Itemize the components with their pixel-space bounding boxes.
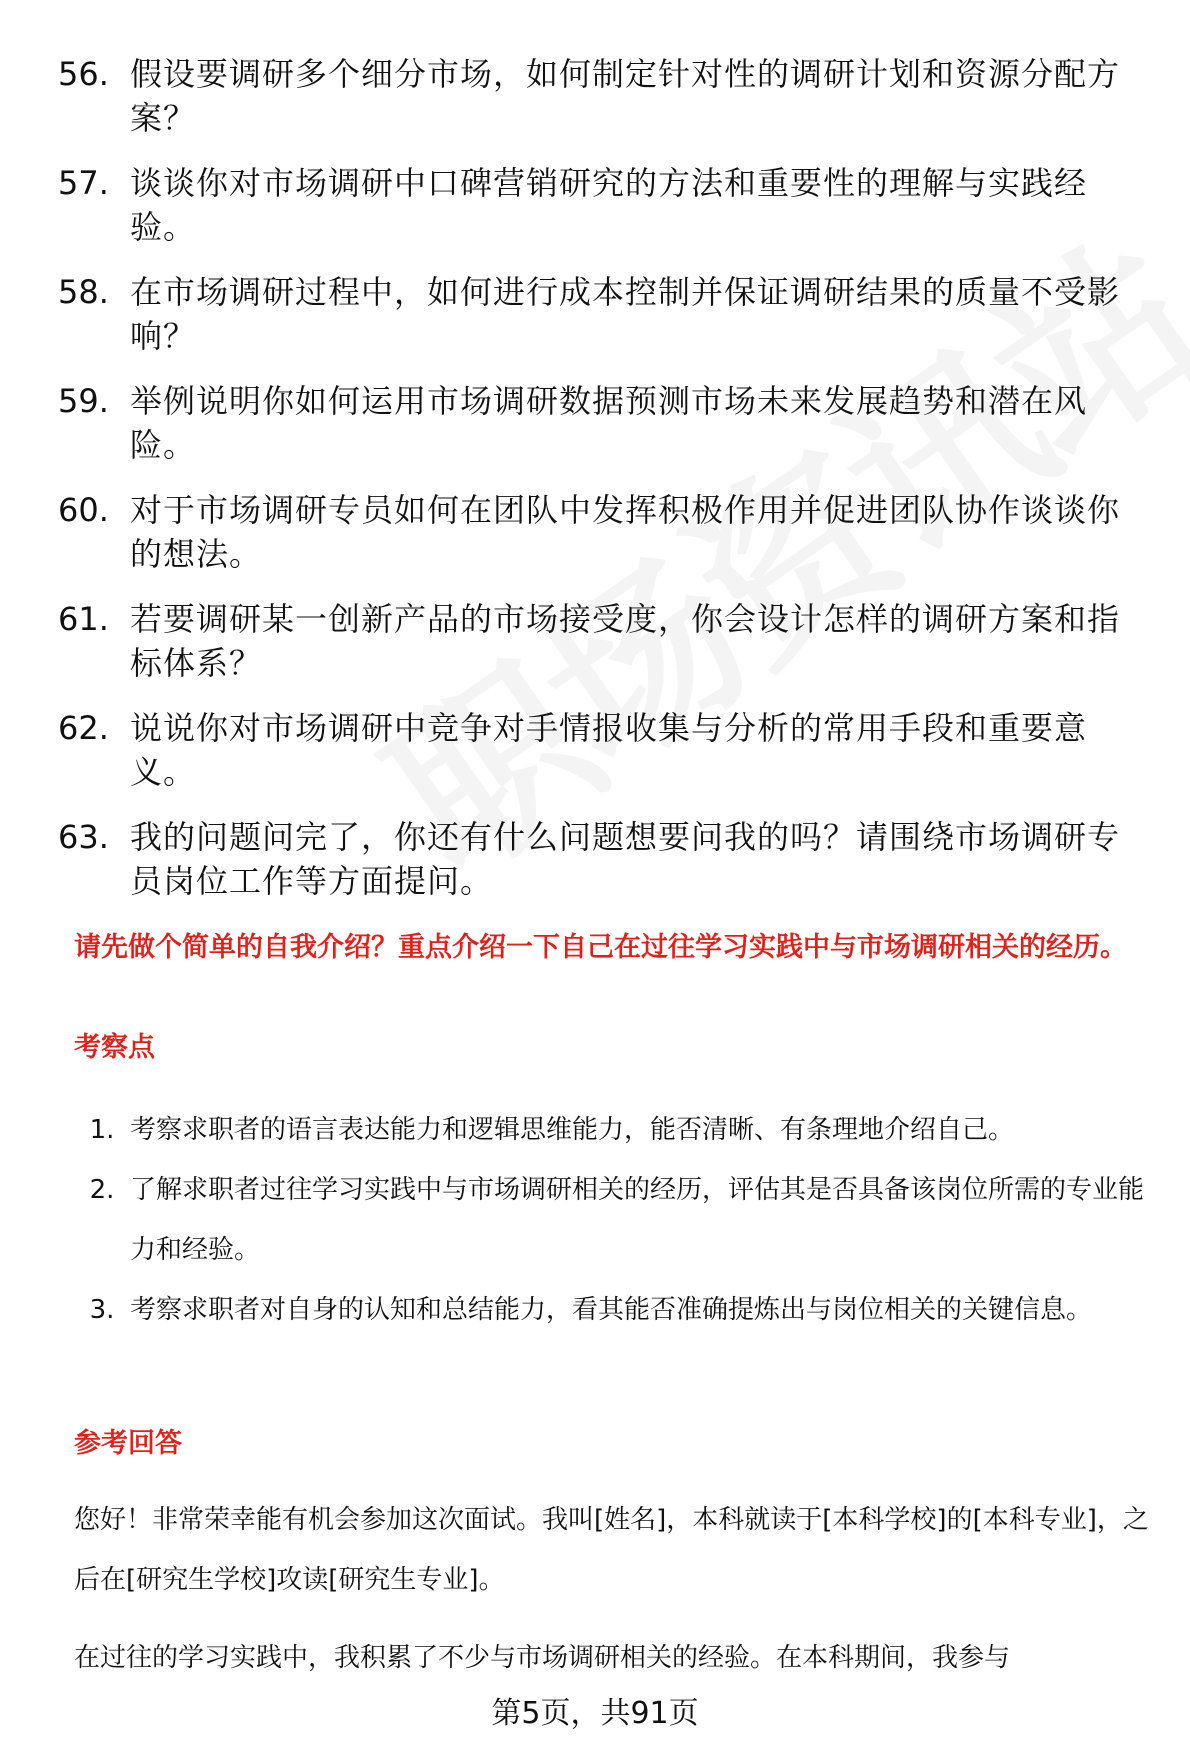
point-number: 2. <box>89 1175 115 1205</box>
point-text: 考察求职者的语言表达能力和逻辑思维能力，能否清晰、有条理地介绍自己。 <box>130 1115 1015 1145</box>
question-text: 在市场调研过程中，如何进行成本控制并保证调研结果的质量不受影响？ <box>130 273 1121 355</box>
answer-paragraph: 在过往的学习实践中，我积累了不少与市场调研相关的经验。在本科期间，我参与 <box>74 1643 1011 1673</box>
assessment-point <box>74 1160 1150 1280</box>
question-number: 61. <box>58 600 109 638</box>
question-text: 对于市场调研专员如何在团队中发挥积极作用并促进团队协作谈谈你的想法。 <box>130 491 1121 573</box>
assessment-point-list <box>74 1100 1150 1340</box>
assessment-point <box>74 1100 1150 1160</box>
question-text: 假设要调研多个细分市场，如何制定针对性的调研计划和资源分配方案？ <box>130 55 1121 137</box>
question-item <box>58 815 1150 903</box>
featured-question-heading: 请先做个简单的自我介绍？重点介绍一下自己在过往学习实践中与市场调研相关的经历。 <box>74 932 1127 963</box>
reference-answer-title: 参考回答 <box>74 1428 182 1459</box>
assessment-section-title: 考察点 <box>74 1032 155 1063</box>
question-text: 我的问题问完了，你还有什么问题想要问我的吗？请围绕市场调研专员岗位工作等方面提问。 <box>130 818 1121 900</box>
question-number: 63. <box>58 818 109 856</box>
point-text: 了解求职者过往学习实践中与市场调研相关的经历，评估其是否具备该岗位所需的专业能力和经验。 <box>130 1175 1145 1265</box>
question-number: 57. <box>58 164 109 202</box>
question-item <box>58 161 1150 249</box>
question-text: 说说你对市场调研中竞争对手情报收集与分析的常用手段和重要意义。 <box>130 709 1088 791</box>
question-item <box>58 379 1150 467</box>
question-list <box>58 52 1150 924</box>
question-number: 56. <box>58 55 109 93</box>
question-text: 举例说明你如何运用市场调研数据预测市场未来发展趋势和潜在风险。 <box>130 382 1088 464</box>
point-number: 3. <box>89 1295 115 1325</box>
question-text: 谈谈你对市场调研中口碑营销研究的方法和重要性的理解与实践经验。 <box>130 164 1088 246</box>
question-item <box>58 270 1150 358</box>
question-number: 60. <box>58 491 109 529</box>
question-item <box>58 488 1150 576</box>
page-number: 第5页，共91页 <box>491 1696 699 1731</box>
point-number: 1. <box>89 1115 115 1145</box>
assessment-point <box>74 1280 1150 1340</box>
question-number: 58. <box>58 273 109 311</box>
question-number: 59. <box>58 382 109 420</box>
answer-paragraph: 您好！非常荣幸能有机会参加这次面试。我叫[姓名]，本科就读于[本科学校]的[本科专业]，之后在[研究生学校]攻读[研究生专业]。 <box>74 1505 1149 1595</box>
question-text: 若要调研某一创新产品的市场接受度，你会设计怎样的调研方案和指标体系？ <box>130 600 1121 682</box>
question-item <box>58 597 1150 685</box>
question-number: 62. <box>58 709 109 747</box>
question-item <box>58 52 1150 140</box>
point-text: 考察求职者对自身的认知和总结能力，看其能否准确提炼出与岗位相关的关键信息。 <box>130 1295 1093 1325</box>
question-item <box>58 706 1150 794</box>
